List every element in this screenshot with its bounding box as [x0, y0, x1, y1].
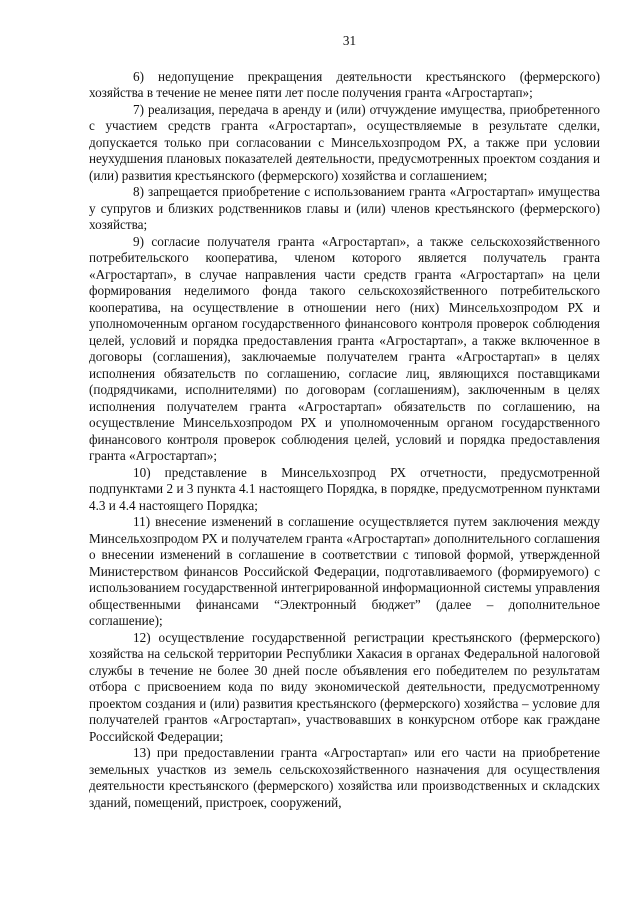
paragraph-item-11: 11) внесение изменений в соглашение осуществляется путем заключения между Минсельхозпродом РХ и получателем гранта «Агростартап» дополнительного соглашения о внесении изменений в соглашение в соответствии с типовой формой, утвержденной Министерством финансов Российской Федерации, подготавливаемого (формируемого) с использованием государственной интегрированной информационной системы управления общественными финансами “Электронный бюджет” (далее – дополнительное соглашение);: [89, 514, 600, 628]
paragraph-item-7: 7) реализация, передача в аренду и (или) отчуждение имущества, приобретенного с участием средств гранта «Агростартап», осуществляемые в результате сделки, допускается только при согласовании с Минсельхозпродом РХ, а также при условии неухудшения плановых показателей деятельности, предусмотренных проектом создания и (или) развития крестьянского (фермерского) хозяйства и соглашением;: [89, 101, 600, 183]
paragraph-item-9: 9) согласие получателя гранта «Агростартап», а также сельскохозяйственного потребительского кооператива, членом которого является получатель гранта «Агростартап», в случае направления части средств гранта «Агростартап» на цели формирования неделимого фонда такого сельскохозяйственного потребительского кооператива, на осуществление в отношении него (них) Минсельхозпродом РХ и уполномоченным органом государственного финансового контроля проверок соблюдения целей, условий и порядка предоставления гранта «Агростартап», а также включенное в договоры (соглашения), заключаемые получателем гранта «Агростартап» в целях исполнения обязательств по соглашению, согласие лиц, являющихся поставщиками (подрядчиками, исполнителями) по договорам (соглашениям), заключенным в целях исполнения получателем гранта «Агростартап» обязательств по соглашению, на осуществление Минсельхозпродом РХ и уполномоченным органом государственного финансового контроля проверок соблюдения целей, условий и порядка предоставления гранта «Агростартап»;: [89, 233, 600, 463]
paragraph-item-6: 6) недопущение прекращения деятельности крестьянского (фермерского) хозяйства в течение не менее пяти лет после получения гранта «Агростартап»;: [89, 68, 600, 100]
paragraph-item-13: 13) при предоставлении гранта «Агростартап» или его части на приобретение земельных участков из земель сельскохозяйственного назначения для осуществления деятельности крестьянского (фермерского) хозяйства или производственных и складских зданий, помещений, пристроек, сооружений,: [89, 745, 600, 810]
paragraph-item-8: 8) запрещается приобретение с использованием гранта «Агростартап» имущества у супругов и близких родственников главы и (или) членов крестьянского (фермерского) хозяйства;: [89, 184, 600, 232]
paragraph-item-10: 10) представление в Минсельхозпрод РХ отчетности, предусмотренной подпунктами 2 и 3 пункта 4.1 настоящего Порядка, в порядке, предусмотренном пунктами 4.3 и 4.4 настоящего Порядка;: [89, 464, 600, 513]
page-number: 31: [342, 33, 357, 48]
paragraph-item-12: 12) осуществление государственной регистрации крестьянского (фермерского) хозяйства на сельской территории Республики Хакасия в органах Федеральной налоговой службы в течение не более 30 дней после объявления его победителем по результатам отбора с присвоением кода по виду экономической деятельности, предусмотренному проектом создания и (или) развития крестьянского (фермерского) хозяйства – условие для получателей грантов «Агростартап», участвовавших в конкурсном отборе как граждане Российской Федерации;: [89, 629, 600, 744]
